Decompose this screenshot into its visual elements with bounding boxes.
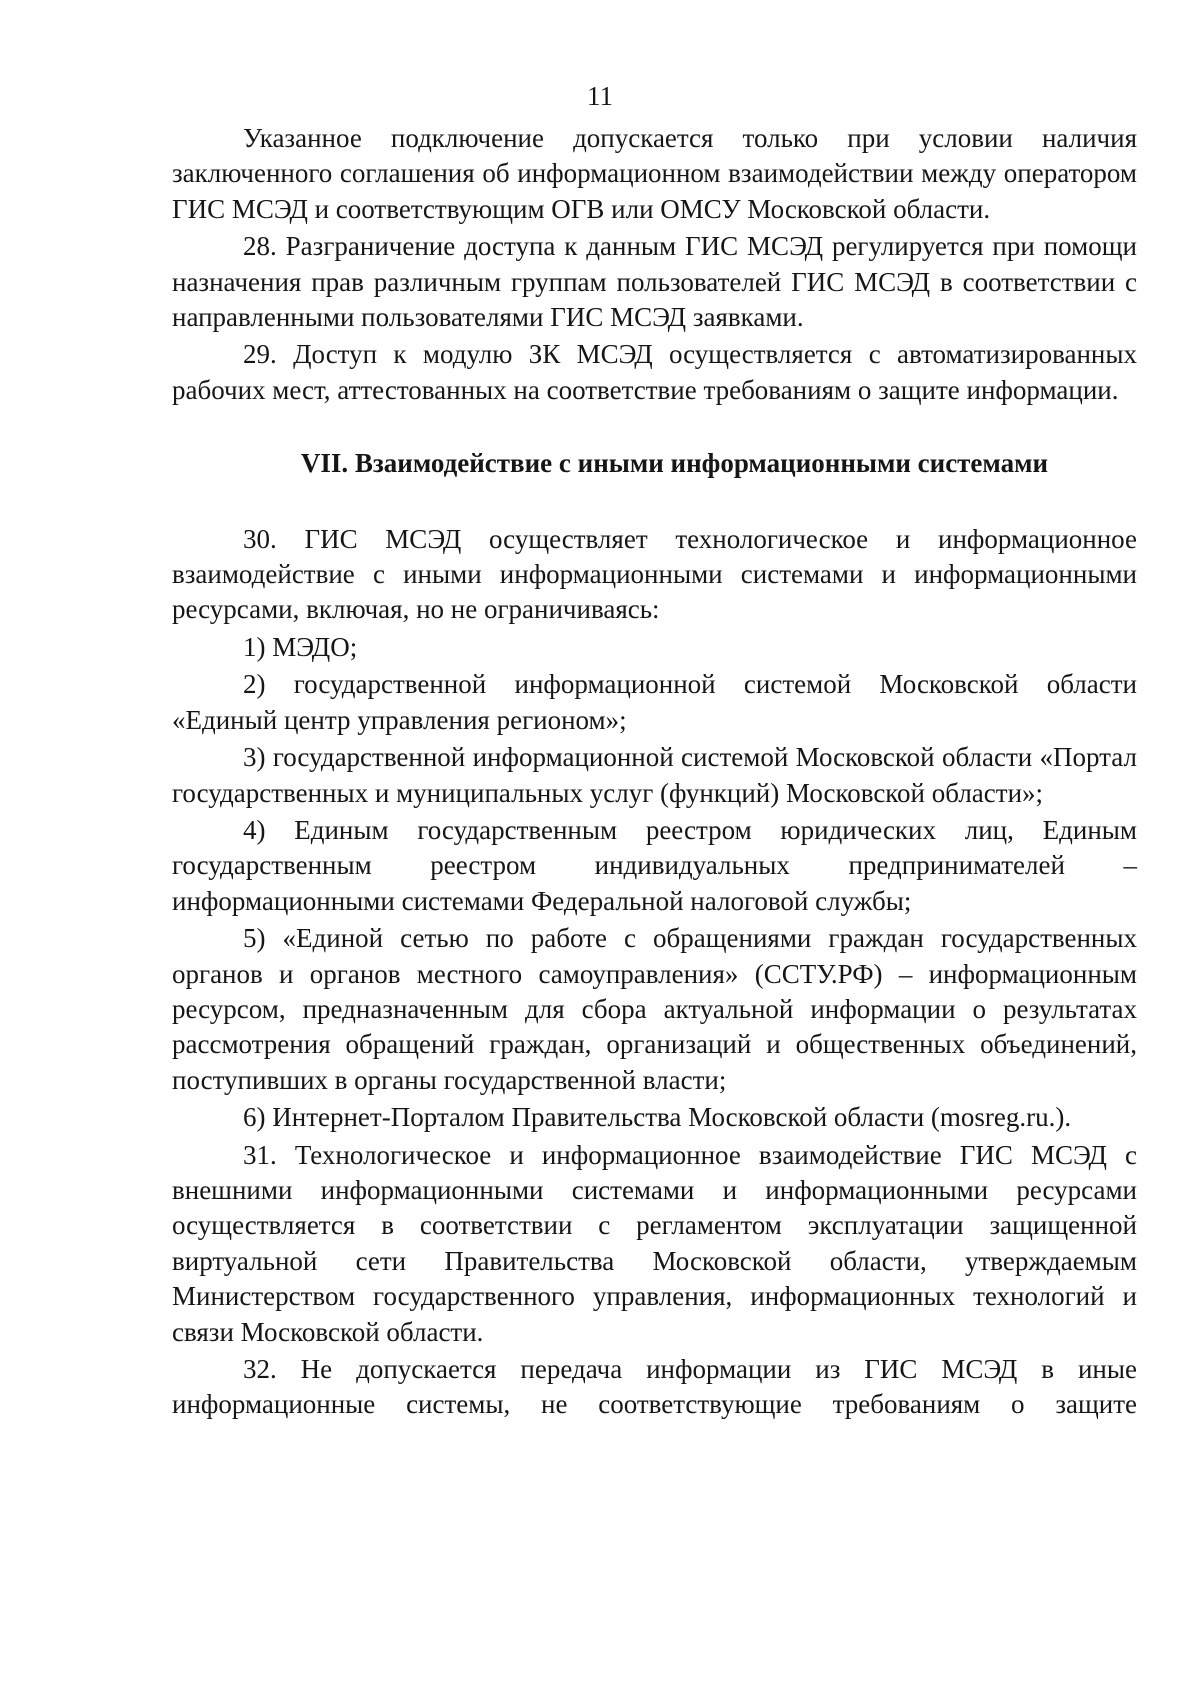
document-body xyxy=(172,121,1137,1423)
list-item-30-3: 3) государственной информационной системой Московской области «Портал государственных и муниципальных услуг (функций) Московской области»; xyxy=(172,742,1137,808)
paragraph-32: 32. Не допускается передача информации из ГИС МСЭД в иные информационные системы, не соответствующие требованиям о защите xyxy=(172,1354,1137,1420)
paragraph-29: 29. Доступ к модулю ЗК МСЭД осуществляется с автоматизированных рабочих мест, аттестованных на соответствие требованиям о защите информации. xyxy=(172,339,1137,405)
list-item-30-4: 4) Единым государственным реестром юридических лиц, Единым государственным реестром индивидуальных предпринимателей – информационными системами Федеральной налоговой службы; xyxy=(172,814,1137,916)
section-heading: VII. Взаимодействие с иными информационными системами xyxy=(300,448,1049,479)
paragraph-30: 30. ГИС МСЭД осуществляет технологическое и информационное взаимодействие с иными информационными системами и информационными ресурсами, включая, но не ограничиваясь: xyxy=(172,523,1137,625)
paragraph-28: 28. Разграничение доступа к данным ГИС МСЭД регулируется при помощи назначения прав различным группам пользователей ГИС МСЭД в соответствии с направленными пользователями ГИС МСЭД заявками. xyxy=(172,231,1137,333)
paragraph-27-continuation: Указанное подключение допускается только при условии наличия заключенного соглашения об информационном взаимодействии между оператором ГИС МСЭД и соответствующим ОГВ или ОМСУ Московской области. xyxy=(172,123,1137,224)
list-item-30-5: 5) «Единой сетью по работе с обращениями граждан государственных органов и органов местного самоуправления» (ССТУ.РФ) – информационным ресурсом, предназначенным для сбора актуальной информации о результатах рассмотрения обращений граждан, организаций и общественных объединений, поступивших в органы государственной власти; xyxy=(172,923,1137,1095)
list-item-30-6: 6) Интернет-Порталом Правительства Московской области (mosreg.ru.). xyxy=(243,1102,1072,1133)
paragraph-31: 31. Технологическое и информационное взаимодействие ГИС МСЭД с внешними информационными системами и информационными ресурсами осуществляется в соответствии с регламентом эксплуатации защищенной виртуальной сети Правительства Московской области, утверждаемым Министерством государственного управления, информационных технологий и связи Московской области. xyxy=(172,1139,1137,1347)
page-number: 11 xyxy=(587,81,613,111)
list-item-30-2: 2) государственной информационной системой Московской области «Единый центр управления регионом»; xyxy=(172,669,1137,735)
list-item-30-1: 1) МЭДО; xyxy=(243,631,358,662)
